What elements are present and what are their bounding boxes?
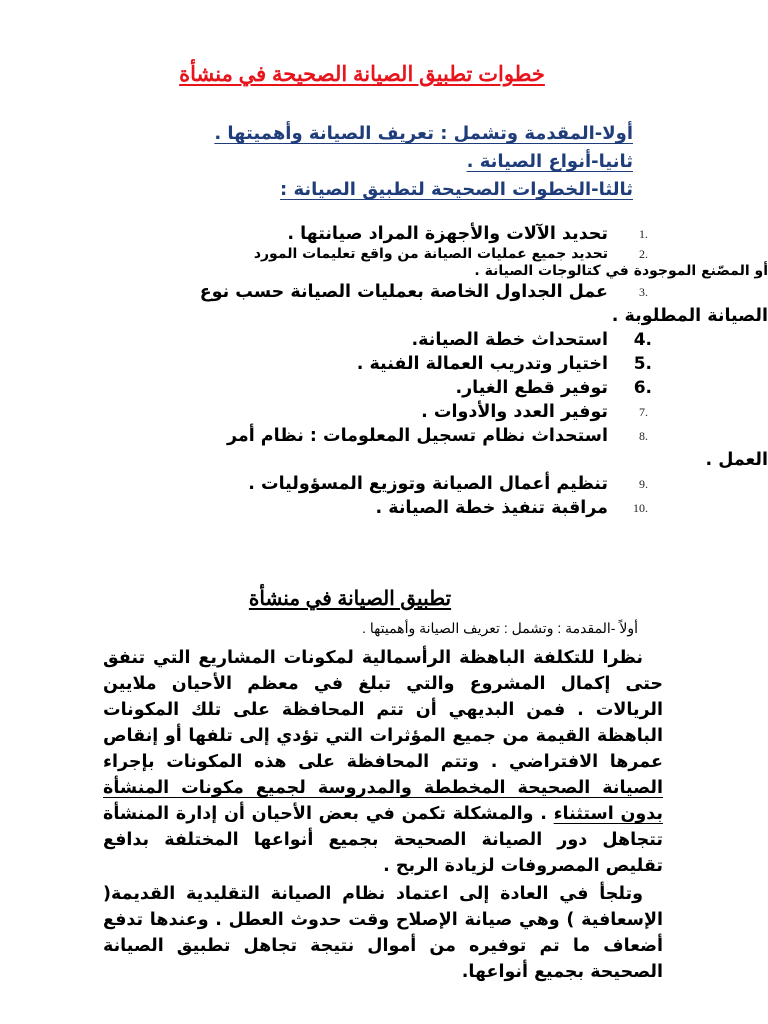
step-item (63, 352, 652, 376)
step-text: عمل الجداول الخاصة بعمليات الصيانة حسب نوع (199, 282, 608, 302)
step-number: 4. (633, 330, 652, 350)
step-text: تحديد جميع عمليات الصيانة من واقع تعليمات المورد (253, 246, 608, 262)
outline-item: أولا-المقدمة وتشمل : تعريف الصيانة وأهميتها . (214, 123, 633, 144)
step-item (63, 246, 768, 280)
step-number: 1. (639, 227, 648, 241)
step-text: تنظيم أعمال الصيانة وتوزيع المسؤوليات . (248, 474, 608, 494)
underlined-text: الصيانة الصحيحة المخططة والمدروسة لجميع مكونات المنشأة بدون استثناء (103, 778, 663, 824)
paragraph-text: . والمشكلة تكمن في بعض الأحيان أن إدارة المنشأة تتجاهل دور الصيانة الصحيحة بجميع أنواعها المختلفة بدافع تقليص المصروفات لزيادة الربح . (103, 804, 663, 876)
step-number: 5. (633, 354, 652, 374)
step-item (63, 472, 648, 496)
document-title: خطوات تطبيق الصيانة الصحيحة في منشأة (179, 63, 545, 86)
paragraph (103, 645, 663, 879)
section-title: تطبيق الصيانة في منشأة (248, 588, 452, 610)
outline-item: ثانيا-أنواع الصيانة . (466, 151, 633, 172)
step-item (63, 376, 652, 400)
paragraph-text: نظرا للتكلفة الباهظة الرأسمالية لمكونات المشاريع التي تنفق حتى إكمال المشروع والتي تبلغ في معظم الأحيان ملايين الريالات . فمن البديهي أن تتم المحافظة على تلك المكونات الباهظة القيمة من جميع المؤثرات التي تؤدي إلى تلفها أو إنقاص عمرها الافتراضي . وتتم المحافظة على هذه المكونات بإجراء (103, 648, 663, 772)
step-number: 3. (639, 285, 648, 299)
steps-list (63, 222, 768, 520)
step-item (63, 222, 648, 246)
step-item (63, 424, 768, 472)
step-number: 8. (639, 429, 648, 443)
step-text: استحداث خطة الصيانة. (411, 330, 608, 350)
step-number: 9. (639, 477, 648, 491)
step-text: توفير قطع الغيار. (455, 378, 608, 398)
step-text: استحداث نظام تسجيل المعلومات : نظام أمر (226, 426, 608, 446)
step-number: 2. (639, 247, 648, 261)
step-item (63, 496, 648, 520)
step-text: تحديد الآلات والأجهزة المراد صيانتها . (287, 224, 608, 244)
step-number: 7. (639, 405, 648, 419)
step-text: توفير العدد والأدوات . (421, 402, 608, 422)
step-number: 6. (633, 378, 652, 398)
step-text-continuation: العمل . (705, 450, 768, 470)
step-item (63, 400, 648, 424)
step-text: اختيار وتدريب العمالة الفنية . (356, 354, 608, 374)
step-text-continuation: الصيانة المطلوبة . (611, 306, 768, 326)
step-number: 10. (633, 501, 648, 515)
step-item (63, 280, 768, 328)
step-text-continuation: أو المصّنع الموجودة في كتالوجات الصيانة . (474, 263, 768, 279)
section-body (103, 645, 663, 985)
section-subtitle: أولاً -المقدمة : وتشمل : تعريف الصيانة وأهميتها . (362, 620, 638, 636)
step-text: مراقبة تنفيذ خطة الصيانة . (375, 498, 608, 518)
step-item (63, 328, 652, 352)
outline-list (214, 120, 633, 204)
outline-item: ثالثا-الخطوات الصحيحة لتطبيق الصيانة : (280, 179, 633, 200)
paragraph: وتلجأ في العادة إلى اعتماد نظام الصيانة التقليدية القديمة( الإسعافية ) وهي صيانة الإصلاح وقت حدوث العطل . وعندها تدفع أضعاف ما تم توفيره من أموال نتيجة تجاهل تطبيق الصيانة الصحيحة بجميع أنواعها. (103, 884, 663, 982)
